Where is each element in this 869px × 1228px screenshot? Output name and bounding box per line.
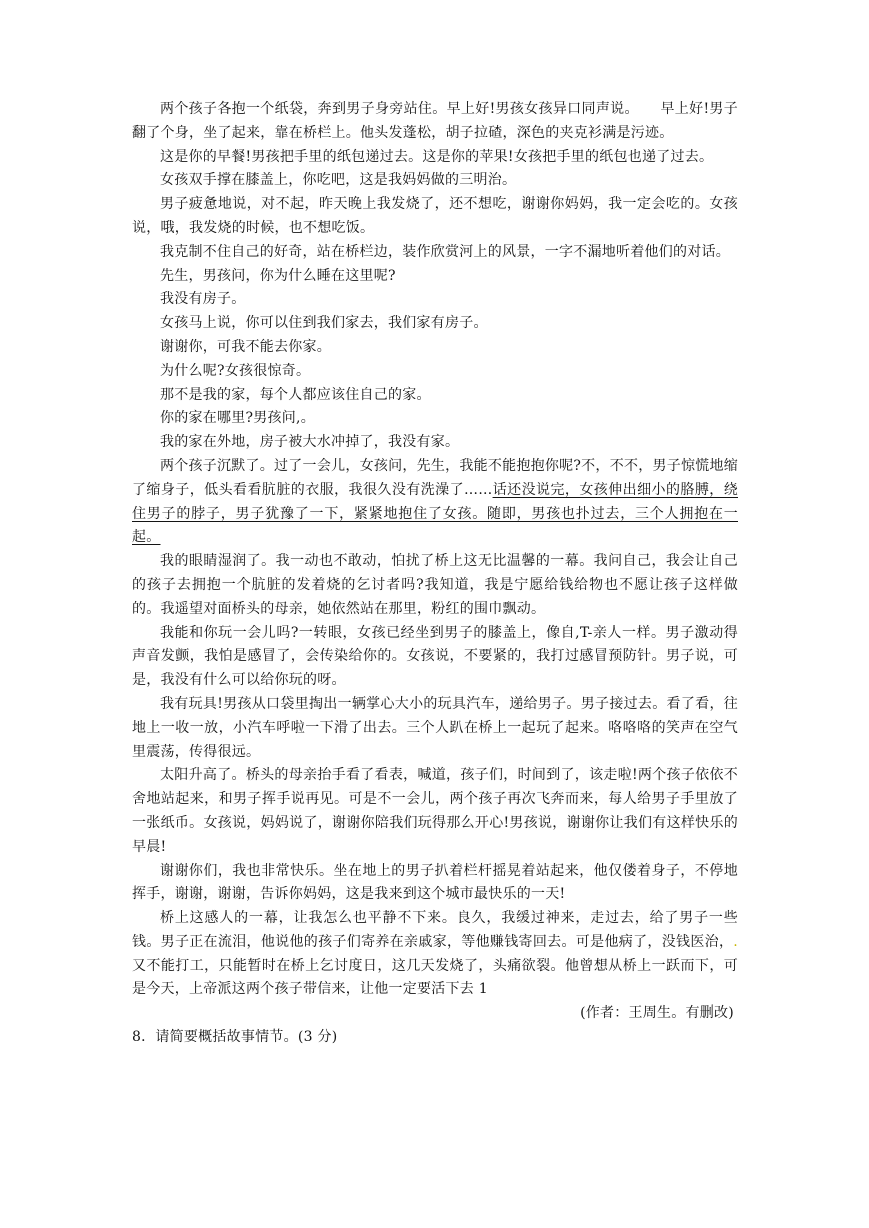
author-credit: (作者：王周生。有删改): [580, 1005, 734, 1022]
article: [132, 98, 738, 1050]
paragraph-hug: [132, 455, 738, 550]
paragraph: 女孩马上说，你可以住到我们家去，我们家有房子。: [160, 315, 488, 332]
paragraph: 我的家在外地，房子被大水冲掉了，我没有家。: [160, 434, 460, 451]
paragraph: 两个孩子各抱一个纸袋，奔到男子身旁站住。早上好!男孩女孩异口同声说。 早上好!男子翻了个身，坐了起来，靠在桥栏上。他头发蓬松，胡子拉碴，深色的夹克衫满是污迹。: [132, 101, 738, 141]
paragraph-last: [132, 907, 738, 1002]
paragraph: 先生，男孩问，你为什么睡在这里呢?: [160, 267, 396, 284]
paragraph: 男子疲惫地说，对不起，昨天晚上我发烧了，还不想吃，谢谢你妈妈，我一定会吃的。女孩说，哦，我发烧的时候，也不想吃饭。: [132, 196, 738, 236]
stray-mark: .: [733, 933, 738, 950]
paragraph: 那不是我的家，每个人都应该住自己的家。: [160, 386, 431, 403]
paragraph-hug-plain: 两个孩子沉默了。过了一会儿，女孩问，先生，我能不能抱抱你呢?不，不不，男子惊慌地缩了缩身子，低头看看肮脏的衣服，我很久没有洗澡了……: [132, 457, 738, 498]
paragraph: 女孩双手撑在膝盖上，你吃吧，这是我妈妈做的三明治。: [160, 172, 517, 189]
paragraph: 太阳升高了。桥头的母亲抬手看了看表，喊道，孩子们，时间到了，该走啦!两个孩子依依不舍地站起来，和男子挥手说再见。可是不一会儿，两个孩子再次飞奔而来，每人给男子手里放了一张纸币。女孩说，妈妈说了，谢谢你陪我们玩得那么开心!男孩说，谢谢你让我们有这样快乐的早晨!: [132, 767, 738, 855]
paragraph: 谢谢你，可我不能去你家。: [160, 338, 331, 355]
paragraph: 我没有房子。: [160, 291, 246, 308]
paragraph: 我能和你玩一会儿吗?一转眼，女孩已经坐到男子的膝盖上，像自,T-亲人一样。男子激动得声音发颤，我怕是感冒了，会传染给你的。女孩说，不要紧的，我打过感冒预防针。男子说，可是，我没有什么可以给你玩的呀。: [132, 624, 738, 689]
paragraph-last-part-b: 又不能打工，只能暂时在桥上乞讨度日，这几天发烧了，头痛欲裂。他曾想从桥上一跃而下，可是今天，上帝派这两个孩子带信来，让他一定要活下去 1: [132, 957, 738, 998]
paragraph: 我克制不住自己的好奇，站在桥栏边，装作欣赏河上的风景，一字不漏地听着他们的对话。: [160, 243, 730, 260]
paragraph: 我有玩具!男孩从口袋里掏出一辆掌心大小的玩具汽车，递给男子。男子接过去。看了看，往地上一收一放，小汽车呼啦一下滑了出去。三个人趴在桥上一起玩了起来。咯咯咯的笑声在空气里震荡，传得很远。: [132, 695, 738, 760]
paragraph: 我的眼睛湿润了。我一动也不敢动，怕扰了桥上这无比温馨的一幕。我问自己，我会让自己的孩子去拥抱一个肮脏的发着烧的乞讨者吗?我知道，我是宁愿给钱给物也不愿让孩子这样做的。我遥望对面桥头的母亲，她依然站在那里，粉红的围巾飘动。: [132, 553, 738, 617]
paragraph: 这是你的早餐!男孩把手里的纸包递过去。这是你的苹果!女孩把手里的纸包也递了过去。: [160, 148, 714, 165]
paragraph: 你的家在哪里?男孩问,。: [160, 410, 315, 427]
paragraph-last-part-a: 桥上这感人的一幕，让我怎么也平静不下来。良久，我缓过神来，走过去，给了男子一些钱。男子正在流泪，他说他的孩子们寄养在亲戚家，等他赚钱寄回去。可是他病了，没钱医治，: [132, 910, 738, 950]
underlined-passage: 话还没说完，女孩伸出细小的胳膊，绕住男子的脖子，男子犹豫了一下，紧紧地抱住了女孩。随即，男孩也扑过去，三个人拥抱在一起。: [132, 481, 738, 546]
paragraph: 为什么呢?女孩很惊奇。: [160, 362, 311, 379]
paragraph: 谢谢你们，我也非常快乐。坐在地上的男子扒着栏杆摇晃着站起来，他仅偻着身子，不停地挥手，谢谢，谢谢，告诉你妈妈，这是我来到这个城市最快乐的一天!: [132, 862, 738, 903]
question-8: 8．请简要概括故事情节。(3 分): [132, 1029, 338, 1046]
